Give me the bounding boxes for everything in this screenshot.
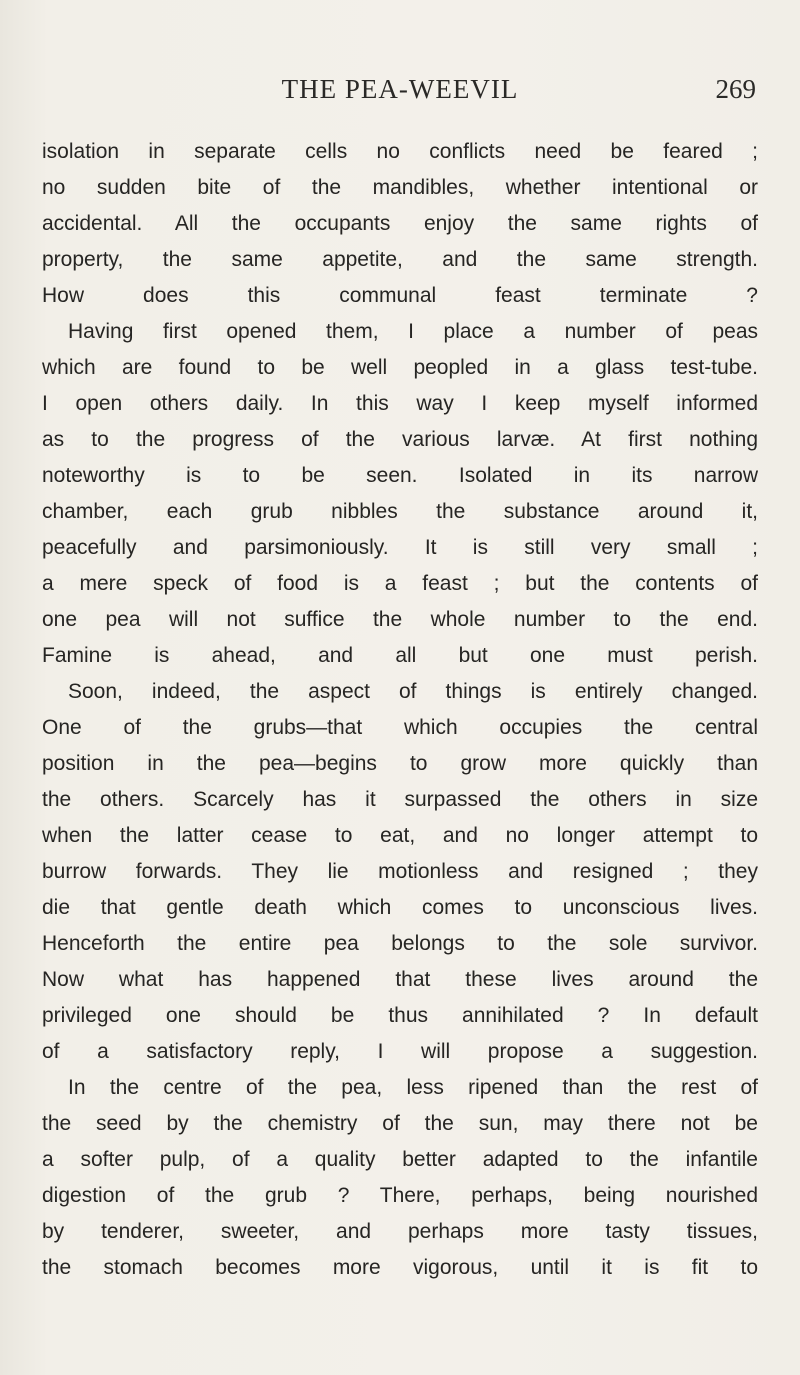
text-line: which are found to be well peopled in a glass test-tube. <box>42 356 758 379</box>
text-line: peacefully and parsimoniously. It is still very small ; <box>42 536 758 559</box>
page-header <box>36 74 764 114</box>
text-line: die that gentle death which comes to unconscious lives. <box>42 896 758 919</box>
text-line: when the latter cease to eat, and no longer attempt to <box>42 824 758 847</box>
text-line: Henceforth the entire pea belongs to the sole survivor. <box>42 932 758 955</box>
text-line: burrow forwards. They lie motionless and resigned ; they <box>42 860 758 883</box>
text-line: In the centre of the pea, less ripened than the rest of <box>68 1076 758 1099</box>
text-line: Having first opened them, I place a number of peas <box>68 320 758 343</box>
running-title: THE PEA-WEEVIL <box>281 74 519 104</box>
text-line: isolation in separate cells no conflicts need be feared ; <box>42 140 758 163</box>
text-line: Famine is ahead, and all but one must perish. <box>42 644 758 667</box>
text-line: the seed by the chemistry of the sun, may there not be <box>42 1112 758 1135</box>
text-line: a mere speck of food is a feast ; but the contents of <box>42 572 758 595</box>
text-line: How does this communal feast terminate ? <box>42 284 758 307</box>
text-line: the stomach becomes more vigorous, until it is fit to <box>42 1256 758 1279</box>
text-line: position in the pea—begins to grow more quickly than <box>42 752 758 775</box>
text-line: no sudden bite of the mandibles, whether intentional or <box>42 176 758 199</box>
text-line: Now what has happened that these lives around the <box>42 968 758 991</box>
text-line: by tenderer, sweeter, and perhaps more tasty tissues, <box>42 1220 758 1243</box>
text-line: privileged one should be thus annihilated ? In default <box>42 1004 758 1027</box>
text-line: digestion of the grub ? There, perhaps, being nourished <box>42 1184 758 1207</box>
text-line: as to the progress of the various larvæ. At first nothing <box>42 428 758 451</box>
text-line: property, the same appetite, and the same strength. <box>42 248 758 271</box>
body-text <box>42 134 758 1286</box>
text-line: I open others daily. In this way I keep myself informed <box>42 392 758 415</box>
text-line: Soon, indeed, the aspect of things is entirely changed. <box>68 680 758 703</box>
text-line: One of the grubs—that which occupies the central <box>42 716 758 739</box>
text-line: noteworthy is to be seen. Isolated in its narrow <box>42 464 758 487</box>
text-line: of a satisfactory reply, I will propose a suggestion. <box>42 1040 758 1063</box>
page-number: 269 <box>715 74 756 104</box>
text-line: one pea will not suffice the whole number to the end. <box>42 608 758 631</box>
text-line: the others. Scarcely has it surpassed the others in size <box>42 788 758 811</box>
text-line: accidental. All the occupants enjoy the same rights of <box>42 212 758 235</box>
text-line: a softer pulp, of a quality better adapted to the infantile <box>42 1148 758 1171</box>
text-line: chamber, each grub nibbles the substance around it, <box>42 500 758 523</box>
